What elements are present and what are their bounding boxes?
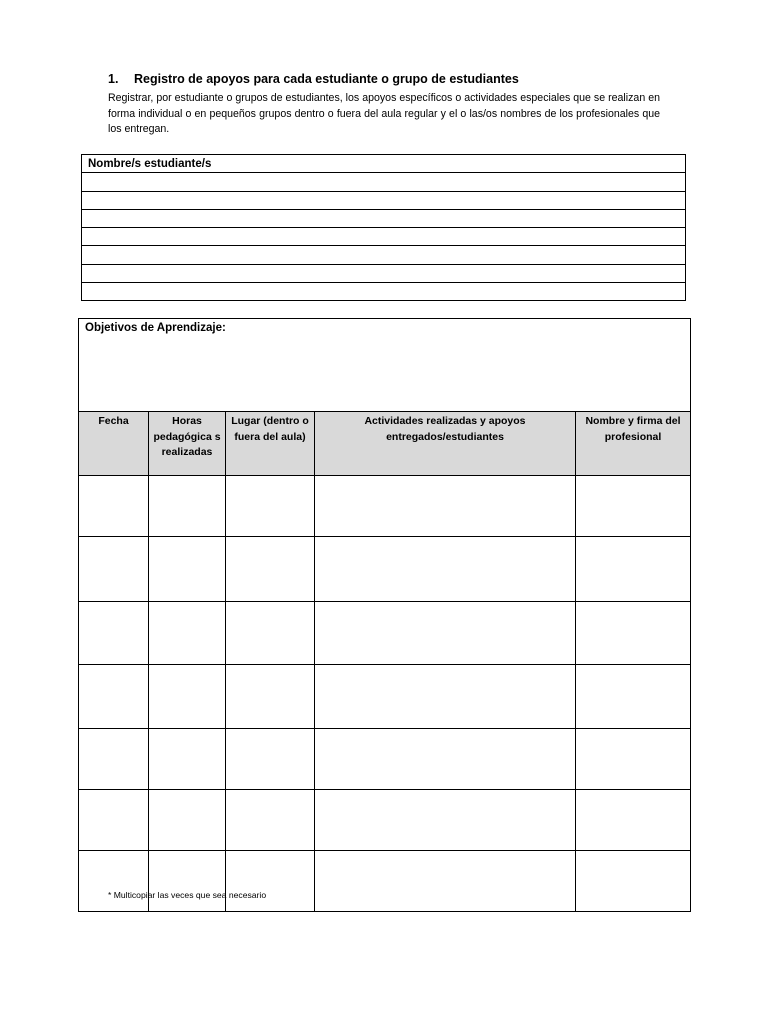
- profesional-cell[interactable]: [576, 537, 691, 602]
- student-name-row[interactable]: [82, 283, 686, 301]
- objectives-label: Objetivos de Aprendizaje:: [85, 322, 226, 334]
- student-name-cell[interactable]: [82, 173, 686, 191]
- lugar-cell[interactable]: [226, 602, 315, 665]
- student-name-row[interactable]: [82, 264, 686, 282]
- profesional-cell[interactable]: [576, 602, 691, 665]
- horas-cell[interactable]: [149, 729, 226, 790]
- fecha-cell[interactable]: [79, 537, 149, 602]
- actividades-cell[interactable]: [315, 665, 576, 729]
- lugar-cell[interactable]: [226, 790, 315, 851]
- fecha-cell[interactable]: [79, 665, 149, 729]
- horas-cell[interactable]: [149, 851, 226, 912]
- objectives-table: [78, 318, 691, 912]
- student-name-cell[interactable]: [82, 228, 686, 246]
- table-row: [79, 729, 691, 790]
- horas-cell[interactable]: [149, 790, 226, 851]
- lugar-cell[interactable]: [226, 851, 315, 912]
- actividades-cell[interactable]: [315, 790, 576, 851]
- footnote: * Multicopiar las veces que sea necesario: [108, 890, 267, 900]
- actividades-cell[interactable]: [315, 602, 576, 665]
- objectives-row: [79, 319, 691, 412]
- fecha-cell[interactable]: [79, 790, 149, 851]
- table-row: [79, 537, 691, 602]
- fecha-cell[interactable]: [79, 476, 149, 537]
- lugar-cell[interactable]: [226, 729, 315, 790]
- section-number: 1.: [108, 72, 119, 86]
- horas-cell[interactable]: [149, 537, 226, 602]
- section-description: Registrar, por estudiante o grupos de estudiantes, los apoyos específicos o actividades especiales que se realizan en forma individual o en pequeños grupos dentro o fuera del aula regular y el o las/os nombres de los profesionales que los entregan.: [108, 92, 660, 135]
- column-header-actividades: Actividades realizadas y apoyos entregados/estudiantes: [315, 412, 576, 476]
- student-name-cell[interactable]: [82, 246, 686, 264]
- profesional-cell[interactable]: [576, 729, 691, 790]
- fecha-cell[interactable]: [79, 851, 149, 912]
- actividades-cell[interactable]: [315, 537, 576, 602]
- fecha-cell[interactable]: [79, 602, 149, 665]
- student-name-cell[interactable]: [82, 283, 686, 301]
- lugar-cell[interactable]: [226, 476, 315, 537]
- students-table-header: Nombre/s estudiante/s: [82, 155, 686, 173]
- fecha-cell[interactable]: [79, 729, 149, 790]
- actividades-cell[interactable]: [315, 851, 576, 912]
- table-row: [79, 602, 691, 665]
- section-title: Registro de apoyos para cada estudiante o grupo de estudiantes: [134, 72, 519, 86]
- profesional-cell[interactable]: [576, 851, 691, 912]
- column-header-horas: Horas pedagógica s realizadas: [149, 412, 226, 476]
- horas-cell[interactable]: [149, 476, 226, 537]
- profesional-cell[interactable]: [576, 476, 691, 537]
- student-name-row[interactable]: [82, 173, 686, 191]
- student-name-row[interactable]: [82, 228, 686, 246]
- actividades-cell[interactable]: [315, 476, 576, 537]
- students-table: [81, 154, 686, 301]
- student-name-cell[interactable]: [82, 209, 686, 227]
- horas-cell[interactable]: [149, 602, 226, 665]
- student-name-cell[interactable]: [82, 264, 686, 282]
- horas-cell[interactable]: [149, 665, 226, 729]
- column-header-lugar: Lugar (dentro o fuera del aula): [226, 412, 315, 476]
- actividades-cell[interactable]: [315, 729, 576, 790]
- table-row: [79, 665, 691, 729]
- student-name-row[interactable]: [82, 209, 686, 227]
- table-row: [79, 851, 691, 912]
- columns-header-row: [79, 412, 691, 476]
- student-name-row[interactable]: [82, 246, 686, 264]
- student-name-row[interactable]: [82, 191, 686, 209]
- column-header-fecha: Fecha: [79, 412, 149, 476]
- lugar-cell[interactable]: [226, 665, 315, 729]
- column-header-profesional: Nombre y firma del profesional: [576, 412, 691, 476]
- table-row: [79, 790, 691, 851]
- section-heading: [108, 72, 519, 86]
- table-row: [79, 476, 691, 537]
- profesional-cell[interactable]: [576, 790, 691, 851]
- objectives-cell[interactable]: [79, 319, 691, 412]
- lugar-cell[interactable]: [226, 537, 315, 602]
- students-table-header-row: [82, 155, 686, 173]
- student-name-cell[interactable]: [82, 191, 686, 209]
- profesional-cell[interactable]: [576, 665, 691, 729]
